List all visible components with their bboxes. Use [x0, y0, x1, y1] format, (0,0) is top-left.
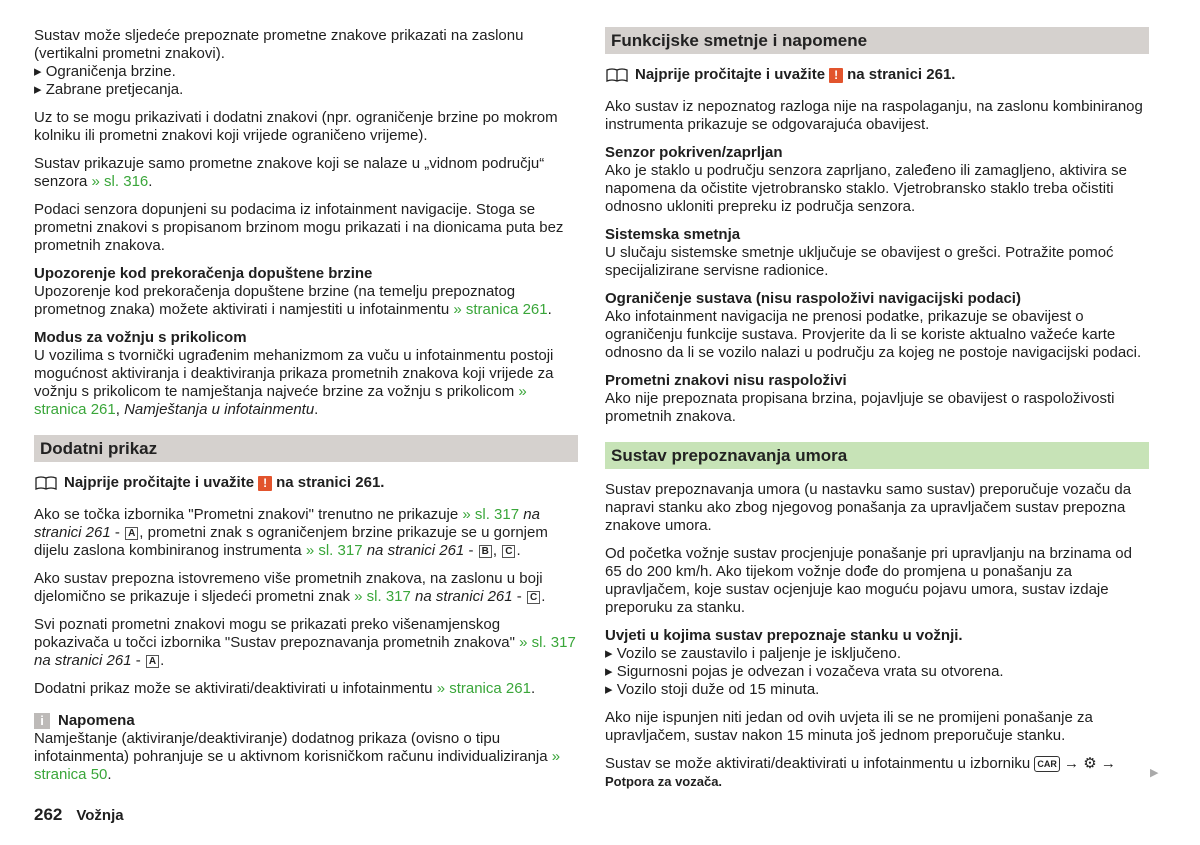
paragraph: Sustav prepoznavanja umora (u nastavku samo sustav) preporučuje vozaču da napravi stanku ako zbog njegovog ponašanja za upravljačem sustav prepozna znakove umora.	[605, 481, 1132, 534]
italic-ref: na stranici 261	[366, 542, 465, 559]
paragraph: Upozorenje kod prekoračenja dopuštene brzine (na temelju prepoznatog prometnog znaka) možete aktivirati i namjestiti u infotainmentu » stranica 261.	[34, 283, 552, 318]
paragraph-text: Namještanje (aktiviranje/deaktiviranje) dodatnog prikaza (ovisno o tipu infotainmenta) pohranjuje se u aktivnom korisničkom računu individualiziranja	[34, 730, 548, 765]
paragraph-text: Dodatni prikaz može se aktivirati/deaktivirati u infotainmentu	[34, 680, 433, 697]
paragraph-text: Ako se točka izbornika "Prometni znakovi" trenutno ne prikazuje	[34, 506, 459, 523]
paragraph: Podaci senzora dopunjeni su podacima iz infotainment navigacije. Stoga se prometni znakovi s propisanom brzinom mogu prikazati i na dionicama puta bez prometnih znakova.	[34, 201, 564, 254]
warning-icon: !	[829, 68, 843, 83]
list-item-text: Ograničenja brzine.	[45, 63, 176, 80]
italic-ref: na stranici 261	[34, 652, 132, 669]
paragraph: Svi poznati prometni znakovi mogu se prikazati preko višenamjenskog pokazivača u točci izbornika "Sustav prepoznavanja prometnih znakova" » sl. 317 na stranici 261 - A .	[34, 616, 576, 669]
paragraph: Ako se točka izbornika "Prometni znakovi" trenutno ne prikazuje » sl. 317 na stranici 261 - A , prometni znak s ograničenjem brzine prikazuje se u gornjem dijelu zaslona kombiniranog instrumenta » sl. 317 na stranici 261 - B , C .	[34, 506, 548, 559]
heading: Sistemska smetnja	[605, 226, 741, 243]
callout-box-c: C	[502, 545, 515, 558]
paragraph: U slučaju sistemske smetnje uključuje se obavijest o grešci. Potražite pomoć specijalizirane servisne radionice.	[605, 244, 1114, 279]
bullet-list	[605, 645, 1149, 699]
heading: Modus za vožnju s prikolicom	[34, 329, 247, 346]
read-first-text: Najprije pročitajte i uvažite	[635, 66, 826, 83]
note-title: Napomena	[58, 712, 135, 729]
paragraph: Ako sustav prepozna istovremeno više prometnih znakova, na zaslonu u boji djelomično se prikazuje i sljedeći prometni znak » sl. 317 na stranici 261 - C .	[34, 570, 546, 605]
read-first-line	[34, 474, 578, 492]
right-column	[605, 27, 1149, 791]
page-footer	[34, 806, 124, 825]
paragraph: U vozilima s tvornički ugrađenim mehanizmom za vuču u infotainmentu postoji mogućnost aktiviranja i deaktiviranja prikaza prometnih znakova koji vrijede za vožnju s prikolicom te namještanja najveće brzine za vožnju s prikolicom » stranica 261, Namještanja u infotainmentu.	[34, 347, 554, 418]
section-title: Funkcijske smetnje i napomene	[605, 27, 1149, 54]
heading: Senzor pokriven/zaprljan	[605, 144, 783, 161]
list-item-text: Zabrane pretjecanja.	[45, 81, 184, 98]
figure-link[interactable]: » sl. 317	[519, 634, 576, 651]
list-item: ▸ Vozilo se zaustavilo i paljenje je isključeno.	[605, 645, 902, 662]
callout-box-b: B	[479, 545, 492, 558]
section-title: Sustav prepoznavanja umora	[605, 442, 1149, 469]
page-number: 262	[34, 805, 63, 824]
list-item-text: Vozilo stoji duže od 15 minuta.	[616, 681, 820, 698]
paragraph-text: U vozilima s tvornički ugrađenim mehanizmom za vuču u infotainmentu postoji mogućnost aktiviranja i deaktiviranja prikaza prometnih znakova koji vrijede za vožnju s prikolicom te namještanja najveće brzine za vožnju s prikolicom	[34, 347, 554, 400]
paragraph-text: Svi poznati prometni znakovi mogu se prikazati preko višenamjenskog pokazivača u točci izbornika "Sustav prepoznavanja prometnih znakova"	[34, 616, 515, 651]
figure-link[interactable]: » sl. 316	[91, 173, 149, 190]
list-item: ▸ Zabrane pretjecanja.	[34, 81, 184, 98]
read-first-line	[605, 66, 1149, 84]
paragraph: Uz to se mogu prikazivati i dodatni znakovi (npr. ograničenje brzine po mokrom kolniku ili prometni znakovi koji vrijede ograničeno vrijeme).	[34, 109, 558, 144]
menu-item-label: Potpora za vozača.	[605, 774, 723, 789]
section-title: Dodatni prikaz	[34, 435, 578, 462]
arrow: →	[1064, 755, 1080, 772]
list-item: ▸ Sigurnosni pojas je odvezan i vozačeva vrata su otvorena.	[605, 663, 1004, 680]
page-link[interactable]: » stranica 50	[34, 748, 561, 783]
paragraph-text: Sustav prikazuje samo prometne znakove koji se nalaze u „vidnom području“ senzora	[34, 155, 545, 190]
paragraph	[605, 755, 1149, 773]
heading: Ograničenje sustava (nisu raspoloživi navigacijski podaci)	[605, 290, 1021, 307]
gear-icon: ⚙	[1083, 755, 1097, 772]
figure-link[interactable]: » sl. 317	[354, 588, 411, 605]
note-text: Namještanje (aktiviranje/deaktiviranje) dodatnog prikaza (ovisno o tipu infotainmenta) pohranjuje se u aktivnom korisničkom računu individualiziranja » stranica 50.	[34, 730, 561, 783]
heading: Prometni znakovi nisu raspoloživi	[605, 372, 847, 389]
list-item: ▸ Ograničenja brzine.	[34, 63, 176, 80]
italic-ref: na stranici 261	[34, 506, 540, 541]
note-heading	[34, 712, 578, 730]
info-icon: i	[34, 713, 50, 729]
paragraph: Ako je staklo u području senzora zaprljano, zaleđeno ili zamagljeno, aktivira se napomena da očistite vjetrobransko staklo. Vjetrobransko staklo treba očistiti odnosno ukloniti prepreku iz područja senzora.	[605, 162, 1127, 215]
heading: Uvjeti u kojima sustav prepoznaje stanku u vožnji.	[605, 627, 963, 644]
read-first-page: na stranici 261.	[847, 66, 956, 83]
arrow: →	[1100, 755, 1116, 772]
paragraph: Sustav prikazuje samo prometne znakove koji se nalaze u „vidnom području“ senzora » sl. 316.	[34, 155, 545, 190]
page-link[interactable]: » stranica 261	[453, 301, 548, 318]
figure-link[interactable]: » sl. 317	[462, 506, 520, 523]
paragraph-text: Upozorenje kod prekoračenja dopuštene brzine (na temelju prepoznatog prometnog znaka) možete aktivirati i namjestiti u infotainmentu	[34, 283, 516, 318]
page-link[interactable]: » stranica 261	[436, 680, 531, 697]
car-button-icon: CAR	[1034, 756, 1060, 772]
paragraph: Ako sustav iz nepoznatog razloga nije na raspolaganju, na zaslonu kombiniranog instrumenta prikazuje se odgovarajuća obavijest.	[605, 98, 1143, 133]
page-link[interactable]: » stranica 261	[34, 383, 527, 418]
next-page-arrow-icon: ▶	[1150, 767, 1159, 779]
paragraph-text: Ako sustav prepozna istovremeno više prometnih znakova, na zaslonu u boji djelomično se prikazuje i sljedeći prometni znak	[34, 570, 543, 605]
callout-box-a: A	[125, 527, 138, 540]
list-item-text: Sigurnosni pojas je odvezan i vozačeva vrata su otvorena.	[616, 663, 1004, 680]
left-column	[34, 27, 578, 794]
bullet-list	[34, 63, 578, 99]
paragraph: Ako nije prepoznata propisana brzina, pojavljuje se obavijest o raspoloživosti prometnih znakova.	[605, 390, 1115, 425]
list-item-text: Vozilo se zaustavilo i paljenje je isključeno.	[616, 645, 902, 662]
callout-box-a: A	[146, 655, 159, 668]
paragraph: Ako infotainment navigacija ne prenosi podatke, prikazuje se obavijest o ograničenju funkcije sustava. Provjerite da li se koriste aktualno važeće karte odnosno da li se vozilo nalazi u području za kojeg ne postoje navigacijski podaci.	[605, 308, 1142, 361]
paragraph-text: Sustav se može aktivirati/deaktivirati u infotainmentu u izborniku	[605, 755, 1031, 772]
list-item: ▸ Vozilo stoji duže od 15 minuta.	[605, 681, 820, 698]
paragraph: Ako nije ispunjen niti jedan od ovih uvjeta ili se ne promijeni ponašanje za upravljačem, sustav nakon 15 minuta još jednom preporučuje stanku.	[605, 709, 1093, 744]
read-first-text: Najprije pročitajte i uvažite	[64, 474, 255, 491]
italic-ref: Namještanja u infotainmentu	[124, 401, 315, 418]
italic-ref: na stranici 261	[415, 588, 513, 605]
paragraph: Od početka vožnje sustav procjenjuje ponašanje pri upravljanju na brzinama od 65 do 200 km/h. Ako tijekom vožnje dođe do promjena u ponašanju za upravljačem, koje sustav ocjenjuje kao moguću pojavu umora, sustav izdaje preporuku za stanku.	[605, 545, 1132, 616]
paragraph: Dodatni prikaz može se aktivirati/deaktivirati u infotainmentu » stranica 261.	[34, 680, 536, 697]
callout-box-c: C	[527, 591, 540, 604]
footer-section: Vožnja	[76, 807, 124, 824]
book-icon	[605, 68, 629, 82]
book-icon	[34, 476, 58, 490]
figure-link[interactable]: » sl. 317	[305, 542, 363, 559]
heading: Upozorenje kod prekoračenja dopuštene brzine	[34, 265, 373, 282]
warning-icon: !	[258, 476, 272, 491]
paragraph-text: , prometni znak s ograničenjem brzine prikazuje se u gornjem dijelu zaslona kombiniranog instrumenta	[34, 524, 548, 559]
paragraph: Sustav može sljedeće prepoznate prometne znakove prikazati na zaslonu (vertikalni prometni znakovi).	[34, 27, 524, 62]
read-first-page: na stranici 261.	[276, 474, 385, 491]
